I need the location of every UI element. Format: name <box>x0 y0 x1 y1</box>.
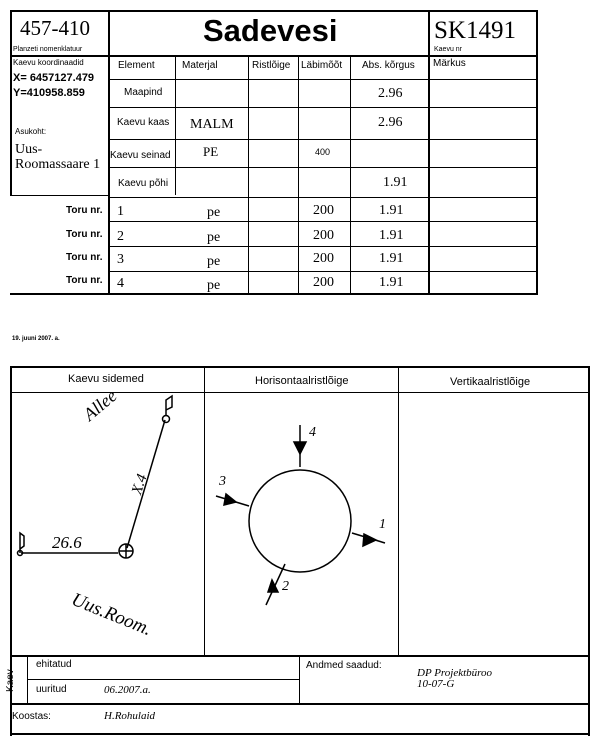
pipe-label-1: 1 <box>379 517 386 532</box>
pipe-number: 2 <box>117 229 124 244</box>
page-title: Sadevesi <box>203 13 338 48</box>
pipe-height: 1.91 <box>379 275 404 290</box>
row-height: 2.96 <box>378 86 403 101</box>
col-title-horizontal: Horisontaalristlõige <box>255 375 349 387</box>
col-title-vertical: Vertikaalristlõige <box>450 376 531 388</box>
location-line1: Uus- <box>15 142 43 157</box>
sketch-distance-26: 26.6 <box>52 533 82 552</box>
data-from-code: 10-07-G <box>417 678 455 690</box>
row-diameter: 400 <box>315 147 331 157</box>
col-header-element: Element <box>118 60 155 71</box>
pipe-diameter: 200 <box>313 203 334 218</box>
location-caption: Asukoht: <box>15 127 47 136</box>
sheet-caption: Planzeti nomenklatuur <box>13 46 83 53</box>
pipe-label: Toru nr. <box>66 229 103 240</box>
pipe-number: 3 <box>117 252 124 267</box>
pipe-height: 1.91 <box>379 228 404 243</box>
reference-point-icon <box>163 416 170 423</box>
row-element: Maapind <box>124 87 163 98</box>
coord-x: X= 6457127.479 <box>13 72 95 84</box>
compiled-label: Koostas: <box>12 711 51 722</box>
row-material: MALM <box>190 117 234 132</box>
pipe-label-2: 2 <box>282 579 289 594</box>
pipe-label-3: 3 <box>219 474 226 489</box>
pipe-number: 4 <box>117 276 124 291</box>
pipe-diameter: 200 <box>313 251 334 266</box>
row-material: PE <box>203 144 219 159</box>
pipe-number: 1 <box>117 204 124 219</box>
col-header-diameter: Läbimõõt <box>301 60 343 71</box>
well-caption: Kaevu nr <box>434 46 463 53</box>
coords-caption: Kaevu koordinaadid <box>13 58 84 67</box>
row-height: 2.96 <box>378 115 403 130</box>
pipe-diameter: 200 <box>313 275 334 290</box>
pipe-material: pe <box>207 230 221 245</box>
col-header-height: Abs. kõrgus <box>362 60 415 71</box>
sketch-allee-label: Allee <box>79 385 121 425</box>
coord-y: Y=410958.859 <box>13 87 85 99</box>
row-element: Kaevu põhi <box>118 178 169 189</box>
well-circle <box>249 470 351 572</box>
pipe-material: pe <box>207 278 221 293</box>
pipe-height: 1.91 <box>379 251 404 266</box>
flag-icon <box>166 396 172 415</box>
surveyed-value: 06.2007.a. <box>104 684 151 696</box>
pipe-label-4: 4 <box>309 425 316 440</box>
pipe-height: 1.91 <box>379 203 404 218</box>
col-header-material: Materjal <box>182 60 218 71</box>
row-element: Kaevu seinad <box>110 150 171 161</box>
built-label: ehitatud <box>36 659 72 670</box>
col-header-notes: Märkus <box>433 58 466 69</box>
pipe-label: Toru nr. <box>66 252 103 263</box>
sketch-distance-x4: X.4 <box>129 472 151 497</box>
pipe-diameter: 200 <box>313 228 334 243</box>
col-title-sketch: Kaevu sidemed <box>68 373 144 385</box>
sheet-number: 457-410 <box>20 16 90 40</box>
compiled-value: H.Rohulaid <box>104 710 156 722</box>
row-height: 1.91 <box>383 175 408 190</box>
well-number: SK1491 <box>434 17 516 44</box>
date-note: 19. juuni 2007. a. <box>12 336 60 342</box>
sketch-street-label: Uus.Room. <box>68 589 155 641</box>
row-element: Kaevu kaas <box>117 117 170 128</box>
horizontal-section <box>216 425 385 605</box>
data-from-label: Andmed saadud: <box>306 660 382 671</box>
pipe-material: pe <box>207 205 221 220</box>
side-label: Kaev <box>5 669 16 692</box>
pipe-label: Toru nr. <box>66 205 103 216</box>
pipe-material: pe <box>207 254 221 269</box>
surveyed-label: uuritud <box>36 684 67 695</box>
location-line2: Roomassaare 1 <box>15 157 101 172</box>
col-header-cross: Ristlõige <box>252 60 291 71</box>
pipe-label: Toru nr. <box>66 275 103 286</box>
data-from-value: DP Projektbüroo <box>417 667 493 679</box>
